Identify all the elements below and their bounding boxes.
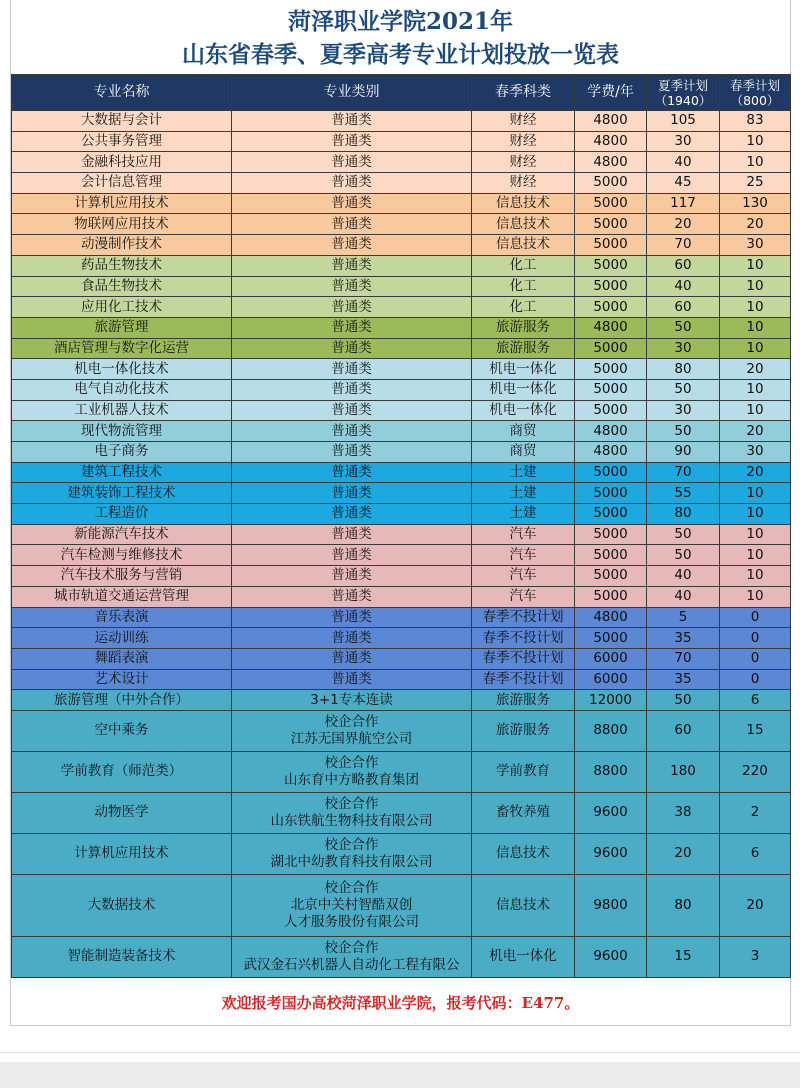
cell-tuition: 12000 [575, 690, 647, 711]
cell-subject: 春季不投计划 [472, 607, 575, 628]
cell-spring: 2 [720, 792, 791, 833]
cell-subject: 机电一体化 [472, 936, 575, 977]
cell-subject: 信息技术 [472, 214, 575, 235]
table-row [12, 152, 791, 173]
cell-category: 普通类 [232, 111, 472, 132]
header-spring-subject: 春季科类 [472, 75, 575, 111]
cell-major: 旅游管理 [12, 317, 232, 338]
cell-category: 普通类 [232, 338, 472, 359]
category-line: 江苏无国界航空公司 [290, 730, 413, 747]
cell-summer: 70 [647, 462, 720, 483]
page-subtitle: 山东省春季、夏季高考专业计划投放一览表 [182, 41, 619, 68]
cell-tuition: 5000 [575, 400, 647, 421]
category-line: 北京中关村智酷双创 [290, 896, 413, 913]
header-tuition: 学费/年 [575, 75, 647, 111]
cell-major: 新能源汽车技术 [12, 524, 232, 545]
cell-category: 普通类 [232, 607, 472, 628]
cell-summer: 50 [647, 545, 720, 566]
cell-summer: 80 [647, 504, 720, 525]
cell-subject: 财经 [472, 131, 575, 152]
cell-subject: 化工 [472, 255, 575, 276]
cell-tuition: 6000 [575, 669, 647, 690]
cell-category [232, 690, 472, 711]
cell-spring: 10 [720, 152, 791, 173]
cell-summer: 15 [647, 936, 720, 977]
cell-category: 普通类 [232, 152, 472, 173]
table-row [12, 504, 791, 525]
cell-spring: 3 [720, 936, 791, 977]
page-title: 菏泽职业学院2021年 [287, 8, 513, 35]
category-line: 校企合作 [324, 795, 379, 812]
cell-spring: 20 [720, 421, 791, 442]
table-row [12, 255, 791, 276]
cell-category: 普通类 [232, 442, 472, 463]
category-line: 校企合作 [324, 939, 379, 956]
cell-category [232, 936, 472, 977]
cell-major: 汽车检测与维修技术 [12, 545, 232, 566]
table-row [12, 235, 791, 256]
table-row [12, 792, 791, 833]
cell-category: 普通类 [232, 566, 472, 587]
cell-tuition: 4800 [575, 152, 647, 173]
category-line: 校企合作 [324, 713, 379, 730]
category-line: 山东育中方略教育集团 [284, 771, 419, 788]
header-summer-label: 夏季计划 [657, 77, 708, 93]
cell-tuition: 4800 [575, 131, 647, 152]
cell-spring: 0 [720, 669, 791, 690]
cell-summer: 60 [647, 710, 720, 751]
cell-tuition: 5000 [575, 214, 647, 235]
cell-tuition: 5000 [575, 235, 647, 256]
cell-spring: 15 [720, 710, 791, 751]
cell-subject: 财经 [472, 152, 575, 173]
cell-spring: 10 [720, 379, 791, 400]
cell-spring: 20 [720, 359, 791, 380]
cell-summer: 105 [647, 111, 720, 132]
cell-category: 普通类 [232, 586, 472, 607]
category-line: 人才服务股份有限公司 [284, 913, 419, 930]
cell-summer: 40 [647, 586, 720, 607]
header-spring-total: （800） [730, 92, 780, 108]
cell-major: 汽车技术服务与营销 [12, 566, 232, 587]
table-row [12, 483, 791, 504]
cell-tuition: 5000 [575, 483, 647, 504]
category-line: 校企合作 [324, 754, 379, 771]
table-row [12, 524, 791, 545]
cell-summer: 50 [647, 317, 720, 338]
cell-spring: 0 [720, 648, 791, 669]
table-row [12, 566, 791, 587]
cell-major: 动物医学 [12, 792, 232, 833]
cell-category [232, 874, 472, 936]
cell-spring: 10 [720, 255, 791, 276]
cell-category: 普通类 [232, 276, 472, 297]
cell-spring: 130 [720, 193, 791, 214]
cell-spring: 10 [720, 131, 791, 152]
cell-summer: 40 [647, 152, 720, 173]
cell-spring: 0 [720, 628, 791, 649]
table-row [12, 359, 791, 380]
cell-category: 普通类 [232, 173, 472, 194]
cell-spring: 0 [720, 607, 791, 628]
cell-category: 普通类 [232, 214, 472, 235]
cell-tuition: 4800 [575, 421, 647, 442]
cell-major: 计算机应用技术 [12, 193, 232, 214]
cell-tuition: 6000 [575, 648, 647, 669]
cell-category: 普通类 [232, 297, 472, 318]
cell-major: 食品生物技术 [12, 276, 232, 297]
cell-tuition: 8800 [575, 710, 647, 751]
cell-category: 普通类 [232, 379, 472, 400]
table-row [12, 648, 791, 669]
cell-spring: 10 [720, 276, 791, 297]
cell-major: 现代物流管理 [12, 421, 232, 442]
cell-major: 工程造价 [12, 504, 232, 525]
cell-subject: 春季不投计划 [472, 628, 575, 649]
cell-major: 空中乘务 [12, 710, 232, 751]
cell-major: 公共事务管理 [12, 131, 232, 152]
cell-category: 普通类 [232, 504, 472, 525]
cell-subject: 信息技术 [472, 874, 575, 936]
cell-subject: 土建 [472, 483, 575, 504]
cell-tuition: 4800 [575, 111, 647, 132]
cell-subject: 春季不投计划 [472, 669, 575, 690]
cell-tuition: 4800 [575, 607, 647, 628]
cell-spring: 20 [720, 462, 791, 483]
cell-major: 艺术设计 [12, 669, 232, 690]
cell-subject: 旅游服务 [472, 317, 575, 338]
header-summer-plan [647, 75, 720, 111]
cell-spring: 25 [720, 173, 791, 194]
cell-category: 普通类 [232, 545, 472, 566]
cell-major: 工业机器人技术 [12, 400, 232, 421]
table-row [12, 628, 791, 649]
cell-major: 学前教育（师范类） [12, 751, 232, 792]
cell-tuition: 5000 [575, 628, 647, 649]
cell-spring: 10 [720, 317, 791, 338]
cell-subject: 汽车 [472, 566, 575, 587]
cell-subject: 机电一体化 [472, 359, 575, 380]
cell-spring: 10 [720, 504, 791, 525]
cell-category: 普通类 [232, 524, 472, 545]
cell-subject: 汽车 [472, 586, 575, 607]
cell-subject: 信息技术 [472, 193, 575, 214]
cell-major: 金融科技应用 [12, 152, 232, 173]
cell-major: 药品生物技术 [12, 255, 232, 276]
category-line: 武汉金石兴机器人自动化工程有限公 [243, 956, 460, 973]
cell-summer: 60 [647, 297, 720, 318]
cell-subject: 旅游服务 [472, 710, 575, 751]
header-row [12, 75, 791, 111]
cell-major: 建筑装饰工程技术 [12, 483, 232, 504]
cell-subject: 化工 [472, 297, 575, 318]
cell-summer: 5 [647, 607, 720, 628]
cell-subject: 机电一体化 [472, 379, 575, 400]
cell-summer: 20 [647, 214, 720, 235]
cell-summer: 80 [647, 359, 720, 380]
cell-summer: 50 [647, 421, 720, 442]
cell-subject: 商贸 [472, 421, 575, 442]
header-category: 专业类别 [232, 75, 472, 111]
cell-tuition: 5000 [575, 255, 647, 276]
table-row [12, 193, 791, 214]
table-row [12, 214, 791, 235]
cell-summer: 35 [647, 669, 720, 690]
cell-subject: 旅游服务 [472, 338, 575, 359]
cell-spring: 10 [720, 545, 791, 566]
cell-spring: 10 [720, 586, 791, 607]
cell-subject: 学前教育 [472, 751, 575, 792]
cell-subject: 土建 [472, 504, 575, 525]
cell-spring: 83 [720, 111, 791, 132]
cell-summer: 30 [647, 338, 720, 359]
cell-spring: 10 [720, 400, 791, 421]
cell-subject: 商贸 [472, 442, 575, 463]
cell-major: 舞蹈表演 [12, 648, 232, 669]
category-line: 湖北中幼教育科技有限公司 [270, 853, 433, 870]
cell-tuition: 5000 [575, 545, 647, 566]
category-line: 校企合作 [324, 879, 379, 896]
cell-tuition: 5000 [575, 462, 647, 483]
table-row [12, 710, 791, 751]
cell-tuition: 5000 [575, 524, 647, 545]
cell-tuition: 8800 [575, 751, 647, 792]
header-summer-total: （1940） [654, 92, 712, 108]
cell-tuition: 9600 [575, 833, 647, 874]
cell-major: 智能制造装备技术 [12, 936, 232, 977]
table-row [12, 751, 791, 792]
cell-tuition: 9800 [575, 874, 647, 936]
cell-tuition: 4800 [575, 442, 647, 463]
header-spring-plan [720, 75, 791, 111]
cell-spring: 30 [720, 235, 791, 256]
cell-spring: 10 [720, 297, 791, 318]
cell-major: 电气自动化技术 [12, 379, 232, 400]
cell-category: 普通类 [232, 421, 472, 442]
cell-spring: 10 [720, 566, 791, 587]
cell-summer: 38 [647, 792, 720, 833]
cell-category: 普通类 [232, 235, 472, 256]
cell-major: 酒店管理与数字化运营 [12, 338, 232, 359]
cell-tuition: 5000 [575, 276, 647, 297]
cell-major: 应用化工技术 [12, 297, 232, 318]
cell-major: 城市轨道交通运营管理 [12, 586, 232, 607]
header-spring-label: 春季计划 [729, 77, 780, 93]
cell-category: 普通类 [232, 669, 472, 690]
cell-summer: 45 [647, 173, 720, 194]
cell-category: 普通类 [232, 317, 472, 338]
cell-spring: 20 [720, 874, 791, 936]
cell-spring: 6 [720, 833, 791, 874]
table-row [12, 297, 791, 318]
plan-sheet [10, 0, 791, 1026]
cell-major: 大数据技术 [12, 874, 232, 936]
cell-category: 普通类 [232, 628, 472, 649]
cell-subject: 春季不投计划 [472, 648, 575, 669]
cell-summer: 70 [647, 648, 720, 669]
category-line: 3+1专本连读 [310, 691, 393, 708]
category-line: 山东铁航生物科技有限公司 [270, 812, 433, 829]
cell-tuition: 5000 [575, 359, 647, 380]
cell-major: 建筑工程技术 [12, 462, 232, 483]
cell-major: 电子商务 [12, 442, 232, 463]
cell-summer: 60 [647, 255, 720, 276]
cell-subject: 信息技术 [472, 235, 575, 256]
cell-major: 机电一体化技术 [12, 359, 232, 380]
cell-category: 普通类 [232, 400, 472, 421]
table-row [12, 379, 791, 400]
table-row [12, 442, 791, 463]
table-row [12, 400, 791, 421]
cell-tuition: 5000 [575, 338, 647, 359]
table-row [12, 317, 791, 338]
cell-spring: 10 [720, 524, 791, 545]
cell-major: 物联网应用技术 [12, 214, 232, 235]
cell-summer: 20 [647, 833, 720, 874]
bottom-band [0, 1062, 800, 1088]
cell-tuition: 5000 [575, 586, 647, 607]
table-row [12, 669, 791, 690]
divider [0, 1052, 800, 1053]
cell-subject: 汽车 [472, 545, 575, 566]
table-row [12, 131, 791, 152]
cell-category: 普通类 [232, 462, 472, 483]
table-row [12, 276, 791, 297]
table-row [12, 586, 791, 607]
cell-category [232, 710, 472, 751]
cell-summer: 40 [647, 276, 720, 297]
cell-subject: 财经 [472, 173, 575, 194]
cell-subject: 旅游服务 [472, 690, 575, 711]
category-line: 校企合作 [324, 836, 379, 853]
cell-category: 普通类 [232, 255, 472, 276]
cell-summer: 117 [647, 193, 720, 214]
cell-summer: 35 [647, 628, 720, 649]
cell-spring: 30 [720, 442, 791, 463]
cell-subject: 化工 [472, 276, 575, 297]
cell-category: 普通类 [232, 131, 472, 152]
cell-summer: 40 [647, 566, 720, 587]
cell-subject: 机电一体化 [472, 400, 575, 421]
cell-summer: 50 [647, 524, 720, 545]
cell-tuition: 5000 [575, 504, 647, 525]
cell-major: 旅游管理（中外合作） [12, 690, 232, 711]
cell-major: 运动训练 [12, 628, 232, 649]
cell-summer: 90 [647, 442, 720, 463]
table-row [12, 545, 791, 566]
cell-category [232, 833, 472, 874]
table-row [12, 338, 791, 359]
cell-subject: 财经 [472, 111, 575, 132]
plan-table [11, 74, 791, 978]
cell-tuition: 5000 [575, 379, 647, 400]
cell-spring: 10 [720, 483, 791, 504]
cell-major: 计算机应用技术 [12, 833, 232, 874]
table-row [12, 874, 791, 936]
table-row [12, 607, 791, 628]
cell-summer: 80 [647, 874, 720, 936]
cell-tuition: 5000 [575, 193, 647, 214]
cell-subject: 土建 [472, 462, 575, 483]
cell-tuition: 4800 [575, 317, 647, 338]
table-row [12, 173, 791, 194]
cell-summer: 70 [647, 235, 720, 256]
table-row [12, 111, 791, 132]
cell-summer: 180 [647, 751, 720, 792]
cell-category: 普通类 [232, 359, 472, 380]
cell-subject: 汽车 [472, 524, 575, 545]
cell-tuition: 5000 [575, 566, 647, 587]
cell-category: 普通类 [232, 483, 472, 504]
cell-tuition: 5000 [575, 173, 647, 194]
cell-tuition: 9600 [575, 936, 647, 977]
table-row [12, 421, 791, 442]
cell-major: 大数据与会计 [12, 111, 232, 132]
cell-tuition: 9600 [575, 792, 647, 833]
cell-category: 普通类 [232, 193, 472, 214]
cell-spring: 6 [720, 690, 791, 711]
cell-spring: 20 [720, 214, 791, 235]
cell-summer: 50 [647, 379, 720, 400]
cell-spring: 10 [720, 338, 791, 359]
cell-subject: 信息技术 [472, 833, 575, 874]
table-row [12, 690, 791, 711]
header-major: 专业名称 [12, 75, 232, 111]
cell-summer: 30 [647, 131, 720, 152]
cell-major: 会计信息管理 [12, 173, 232, 194]
cell-tuition: 5000 [575, 297, 647, 318]
cell-category [232, 751, 472, 792]
cell-major: 音乐表演 [12, 607, 232, 628]
table-row [12, 462, 791, 483]
cell-category: 普通类 [232, 648, 472, 669]
table-row [12, 936, 791, 977]
cell-summer: 30 [647, 400, 720, 421]
cell-subject: 畜牧养殖 [472, 792, 575, 833]
cell-summer: 50 [647, 690, 720, 711]
table-row [12, 833, 791, 874]
cell-spring: 220 [720, 751, 791, 792]
cell-major: 动漫制作技术 [12, 235, 232, 256]
cell-summer: 55 [647, 483, 720, 504]
cell-category [232, 792, 472, 833]
footer-notice: 欢迎报考国办高校菏泽职业学院，报考代码：E477。 [221, 994, 580, 1012]
